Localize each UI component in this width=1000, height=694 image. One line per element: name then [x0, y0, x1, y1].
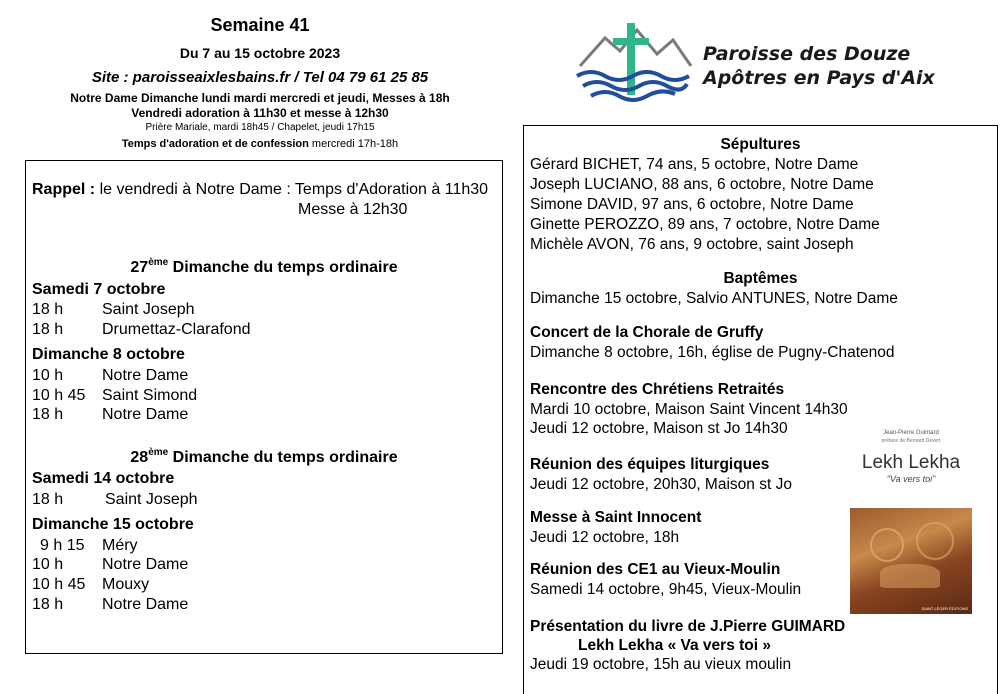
retraites-text: Jeudi 12 octobre, Maison st Jo 14h30 [530, 420, 788, 437]
parish-name-line1: Paroisse des Douze [703, 43, 911, 65]
baptemes-title: Baptêmes [723, 270, 798, 287]
day-label: Samedi 14 octobre [32, 470, 175, 487]
concert-text: Dimanche 8 octobre, 16h, église de Pugny-Chatenod [530, 344, 895, 361]
livre-subtitle: Lekh Lekha « Va vers toi » [578, 637, 771, 654]
book-preface: préface de Bernard Devert [881, 438, 941, 444]
confession-line [0, 138, 520, 150]
prayer-line: Prière Mariale, mardi 18h45 / Chapelet, jeudi 17h15 [145, 122, 375, 133]
retraites-text: Mardi 10 octobre, Maison Saint Vincent 14h30 [530, 401, 848, 418]
site-contact: Site : paroisseaixlesbains.fr / Tel 04 79 61 25 85 [91, 69, 429, 86]
rappel-label: Rappel : [32, 181, 96, 198]
book-subtitle: "Va vers toi" [886, 474, 936, 484]
livre-text: Jeudi 19 octobre, 15h au vieux moulin [530, 656, 792, 673]
sunday-heading-28: 28ème Dimanche du temps ordinaire [130, 447, 398, 466]
liturgie-text: Jeudi 12 octobre, 20h30, Maison st Jo [530, 476, 792, 493]
sepulture-entry: Michèle AVON, 76 ans, 9 octobre, saint Joseph [530, 236, 854, 253]
week-dates: Du 7 au 15 octobre 2023 [179, 45, 341, 61]
day-label: Dimanche 8 octobre [32, 346, 185, 363]
mass-schedule-line: Notre Dame Dimanche lundi mardi mercredi et jeudi, Messes à 18h [70, 91, 450, 105]
sunday-heading-27: 27ème Dimanche du temps ordinaire [130, 257, 398, 276]
book-cover-fresco [850, 508, 972, 614]
rappel-line [32, 181, 488, 199]
innocent-text: Jeudi 12 octobre, 18h [530, 529, 680, 546]
retraites-title: Rencontre des Chrétiens Retraités [530, 381, 785, 398]
ce1-title: Réunion des CE1 au Vieux-Moulin [530, 561, 781, 578]
sepulture-entry: Gérard BICHET, 74 ans, 5 octobre, Notre Dame [530, 156, 859, 173]
sepulture-entry: Ginette PEROZZO, 89 ans, 7 octobre, Notre Dame [530, 216, 880, 233]
concert-title: Concert de la Chorale de Gruffy [530, 324, 764, 341]
day-label: Samedi 7 octobre [32, 281, 166, 298]
day-label: Dimanche 15 octobre [32, 516, 194, 533]
book-publisher: SAINT-LÉGER ÉDITIONS [921, 606, 968, 611]
book-author: Jean-Pierre Guimard [883, 430, 939, 436]
adoration-line: Vendredi adoration à 11h30 et messe à 12h30 [131, 106, 389, 120]
parish-name-line2: Apôtres en Pays d'Aix [703, 67, 935, 89]
week-title: Semaine 41 [210, 15, 310, 35]
schedule-box [25, 160, 503, 654]
sepulture-entry: Simone DAVID, 97 ans, 6 octobre, Notre Dame [530, 196, 854, 213]
sepulture-entry: Joseph LUCIANO, 88 ans, 6 octobre, Notre Dame [530, 176, 874, 193]
innocent-title: Messe à Saint Innocent [530, 509, 702, 526]
liturgie-title: Réunion des équipes liturgiques [530, 456, 770, 473]
ce1-text: Samedi 14 octobre, 9h45, Vieux-Moulin [530, 581, 802, 598]
confession-time: mercredi 17h-18h [308, 138, 399, 150]
rappel-text: le vendredi à Notre Dame : Temps d'Adoration à 11h30 [95, 181, 489, 198]
book-cover [850, 426, 972, 614]
bapteme-entry: Dimanche 15 octobre, Salvio ANTUNES, Notre Dame [530, 290, 898, 307]
book-title: Lekh Lekha [861, 452, 961, 473]
confession-label: Temps d'adoration et de confession [121, 138, 309, 150]
livre-title: Présentation du livre de J.Pierre GUIMARD [530, 618, 846, 635]
parish-name [703, 42, 935, 90]
sepultures-title: Sépultures [720, 136, 801, 153]
parish-logo-icon [575, 18, 695, 108]
rappel-line2: Messe à 12h30 [298, 201, 408, 218]
